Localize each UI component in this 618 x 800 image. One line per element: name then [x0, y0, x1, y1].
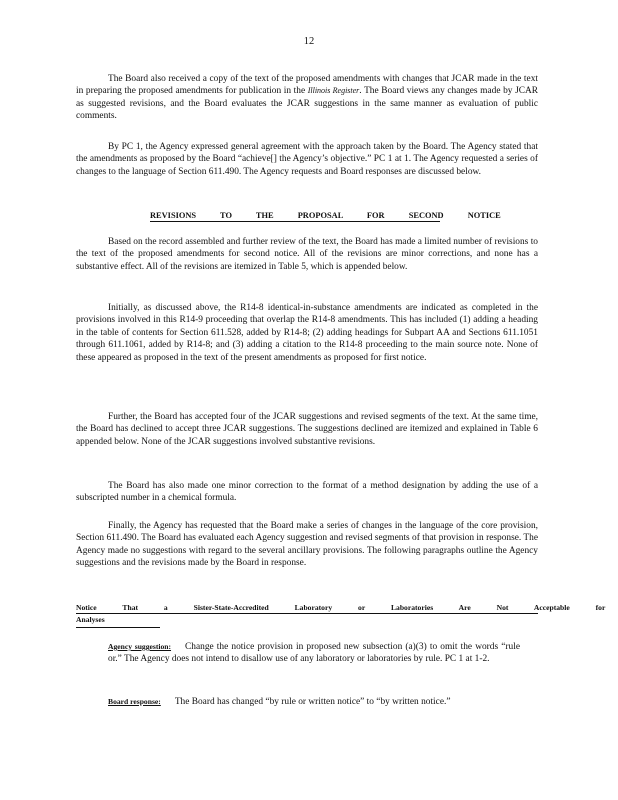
- agency-suggestion-text: Change the notice provision in proposed new subsection (a)(3) to omit the words “rule or.” The Agency does not intend to disallow use of any laboratory or laboratories by rule. PC 1 at 1-2.: [108, 642, 520, 665]
- board-response-block: [108, 696, 520, 708]
- paragraph-text: By PC 1, the Agency expressed general agreement with the approach taken by the Board. The Agency stated that the amendments as proposed by the Board “achieve[] the Agency’s objective.” PC 1 at 1. The Agency requested a series of changes to the language of Section 611.490. The Agency requests and Board responses are discussed below.: [76, 142, 538, 177]
- paragraph-initially: [76, 302, 538, 364]
- paragraph-jcar-suggestions: [76, 411, 538, 448]
- paragraph-finally: [76, 520, 538, 570]
- agency-suggestion-label: Agency suggestion:: [108, 642, 172, 651]
- paragraph-text: Further, the Board has accepted four of the JCAR suggestions and revised segments of the text. At the same time, the Board has declined to accept three JCAR suggestions. The suggestions declined are itemized and explained in Table 6 appended below. None of the JCAR suggestions involved substantive revisions.: [76, 412, 538, 447]
- paragraph-text-tail: . The Board views any changes made by JCAR as suggested revisions, and the Board evaluates the JCAR suggestions in the same manner as evaluation of public comments.: [76, 86, 538, 122]
- board-response-text: The Board has changed “by rule or written notice” to “by written notice.”: [174, 697, 451, 707]
- paragraph-text: The Board also received a copy of the text of the proposed amendments with changes that JCAR made in the text in preparing the proposed amendments for publication in the: [76, 74, 538, 97]
- page-number: 12: [303, 36, 315, 47]
- illinois-register-title: Illinois Register: [307, 86, 360, 96]
- paragraph-text: The Board has also made one minor correction to the format of a method designation by adding the use of a subscripted number in a chemical formula.: [76, 481, 538, 504]
- notice-subheading-line2: Analyses: [76, 615, 105, 624]
- paragraph-record-review: [76, 236, 538, 273]
- paragraph-text: Based on the record assembled and further review of the text, the Board has made a limited number of revisions to the text of the proposed amendments for second notice. All of the revisions are minor corrections, and none has a substantive effect. All of the revisions are itemized in Table 5, which is appended below.: [76, 237, 538, 272]
- agency-suggestion-block: [108, 641, 520, 666]
- notice-subheading: [76, 602, 606, 625]
- paragraph-text: Finally, the Agency has requested that the Board make a series of changes in the language of the core provision, Section 611.490. The Board has evaluated each Agency suggestion and revised segments of that provision in response. The Agency made no suggestions with regard to the several ancillary provisions. The following paragraphs outline the Agency suggestions and the revisions made by the Board in response.: [76, 521, 538, 569]
- notice-subheading-line1: Notice That a Sister-State-Accredited Laboratory or Laboratories Are Not Acceptable for: [76, 603, 606, 612]
- section-heading: REVISIONS TO THE PROPOSAL FOR SECOND NOTICE: [150, 211, 501, 220]
- paragraph-minor-correction: [76, 480, 538, 505]
- notice-underline: [76, 627, 160, 628]
- paragraph-jcar-text: [76, 73, 538, 123]
- paragraph-agency-agreement: [76, 141, 538, 178]
- paragraph-text: Initially, as discussed above, the R14-8 identical-in-substance amendments are indicated as completed in the provisions involved in this R14-9 proceeding that overlap the R14-8 amendments. This has included (1) adding a heading in the table of contents for Section 611.528, added by R14-8; (2) adding headings for Subpart AA and Sections 611.1051 through 611.1061, added by R14-8; and (3) adding a citation to the R14-8 proceeding to the main source note. None of these appeared as proposed in the text of the present amendments as proposed for first notice.: [76, 303, 538, 363]
- board-response-label: Board response:: [108, 697, 161, 706]
